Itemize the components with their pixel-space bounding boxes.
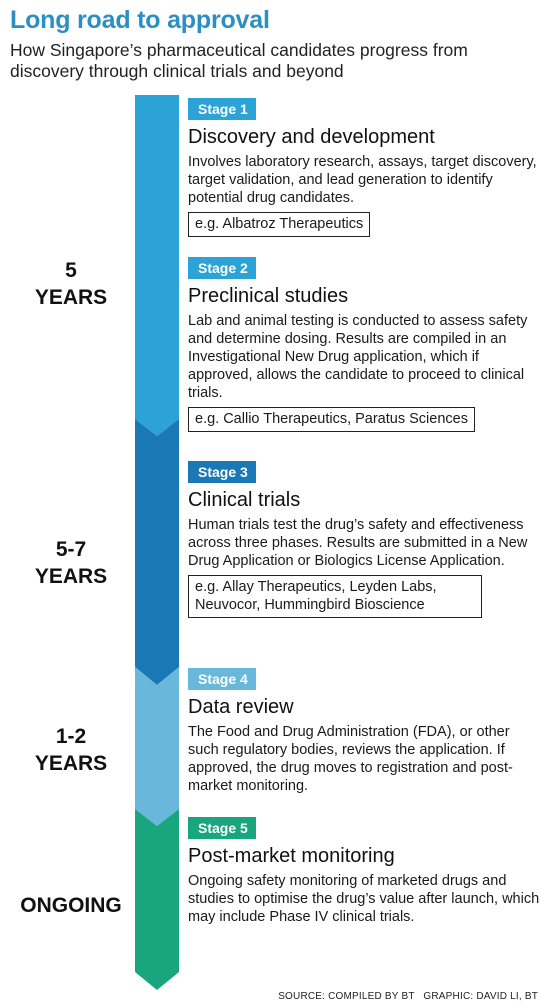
period-value: 1-2 [55,725,87,748]
timeline-segment-discovery [135,95,179,436]
stage-2-description: Lab and animal testing is conducted to assess safety and determine dosing. Results are compiled in an Investigational New Drug application, which if approved, allows the candidate to proceed to clinical trials. [188,313,528,401]
stage-3-badge: Stage 3 [188,461,256,483]
stage-2-example: e.g. Callio Therapeutics, Paratus Sciences [188,407,475,432]
period-value: 5 [65,259,77,282]
stage-1-description: Involves laboratory research, assays, target discovery, target validation, and lead generation to identify potential drug candidates. [188,154,537,206]
stage-3-title: Clinical trials [188,489,301,511]
stage-1-badge: Stage 1 [188,98,256,120]
stage-4-description: The Food and Drug Administration (FDA), or other such regulatory bodies, reviews the application. If approved, the drug moves to registration and post-market monitoring. [188,724,513,794]
stage-2-badge: Stage 2 [188,257,256,279]
stage-1-example: e.g. Albatroz Therapeutics [188,212,370,237]
timeline-segment-review [135,667,179,826]
stage-4-block [188,668,544,795]
stage-3-description: Human trials test the drug’s safety and effectiveness across three phases. Results are submitted in a New Drug Application or Biologics License Application. [188,517,528,569]
period-value: ONGOING [20,894,122,917]
page-title: Long road to approval [10,6,270,34]
stage-1-block [188,98,544,237]
page-subtitle: How Singapore’s pharmaceutical candidates progress from discovery through clinical trials and beyond [10,40,468,81]
stage-5-description: Ongoing safety monitoring of marketed drugs and studies to optimise the drug’s value after launch, which may include Phase IV clinical trials. [188,873,540,925]
period-value: 5-7 [55,538,87,561]
timeline-segment-ongoing [135,809,179,990]
stage-1-title: Discovery and development [188,126,435,148]
period-unit: YEARS [34,752,108,775]
stage-5-block [188,817,544,926]
stage-2-title: Preclinical studies [188,285,349,307]
period-label-5-years [10,257,132,311]
source-credit: SOURCE: COMPILED BY BT GRAPHIC: DAVID LI, BT [278,991,538,1002]
stage-5-title: Post-market monitoring [188,845,395,867]
stage-5-badge: Stage 5 [188,817,256,839]
period-unit: YEARS [34,286,108,309]
stage-4-badge: Stage 4 [188,668,256,690]
stage-3-block [188,461,544,618]
stage-2-block [188,257,544,432]
period-unit: YEARS [34,565,108,588]
stage-4-title: Data review [188,696,294,718]
stage-3-example: e.g. Allay Therapeutics, Leyden Labs, Neuvocor, Hummingbird Bioscience [188,575,482,618]
period-label-1-2-years [10,723,132,777]
period-label-5-7-years [10,536,132,590]
timeline-segment-clinical [135,419,179,685]
period-label-ongoing [10,892,132,919]
timeline-arrow [135,95,179,990]
